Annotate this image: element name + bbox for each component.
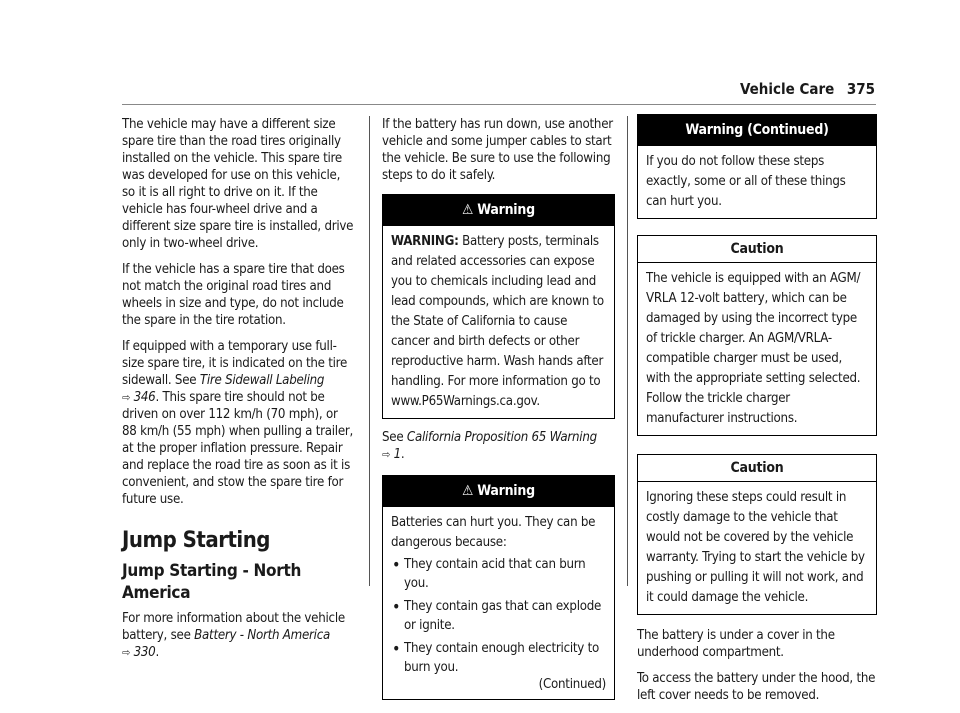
warning-bullet-list xyxy=(391,555,606,677)
xref-link-battery[interactable]: Battery - North America xyxy=(194,628,330,643)
list-item: • They contain gas that can explode or ignite. xyxy=(391,597,606,635)
caution-body: The vehicle is equipped with an AGM/ VRLA 12-volt battery, which can be damaged by using the incorrect type of trickle charger. An AGM/VRLA-compatible charger must be used, with the appropriate setting selected. Follow the trickle charger manufacturer instructions. xyxy=(646,271,861,426)
warning-box-continued xyxy=(637,114,877,219)
xref-page-tire-sidewall[interactable]: 346 xyxy=(133,390,156,405)
column-left xyxy=(122,116,355,670)
warning-lead: WARNING: xyxy=(391,234,459,249)
page-reference-arrow-icon: ⇨ xyxy=(122,391,131,404)
warning-triangle-icon: ⚠ xyxy=(462,483,474,499)
paragraph-tire-rotation: If the vehicle has a spare tire that does not match the original road tires and wheels in size and type, do not include the spare in the tire rotation. xyxy=(122,262,345,328)
xref-page-battery[interactable]: 330 xyxy=(133,645,156,660)
continued-label: (Continued) xyxy=(538,677,606,692)
warning-header: ⚠ Warning xyxy=(383,476,614,507)
paragraph-access-battery: To access the battery under the hood, the left cover needs to be removed. xyxy=(637,671,876,703)
caution-header: Caution xyxy=(638,455,876,482)
caution-box-damage xyxy=(637,454,877,615)
column-divider xyxy=(627,116,628,586)
list-item: • They contain enough electricity to burn you. xyxy=(391,639,606,677)
xref-link-tire-sidewall[interactable]: Tire Sidewall Labeling xyxy=(199,373,325,388)
caution-header: Caution xyxy=(638,236,876,263)
caution-box-agm xyxy=(637,235,877,436)
paragraph-jump-intro: If the battery has run down, use another vehicle and some jumper cables to start the vehicle. Be sure to use the following steps to do it safely. xyxy=(382,117,613,183)
paragraph-battery-location: The battery is under a cover in the underhood compartment. xyxy=(637,628,835,660)
page-number: 375 xyxy=(846,80,875,98)
xref-link-prop65[interactable]: California Proposition 65 Warning xyxy=(406,430,597,445)
paragraph-temporary-spare: If equipped with a temporary use full-size spare tire, it is indicated on the tire sidewall. See Tire Sidewall Labeling ⇨ 346. This spare tire should not be driven on over 112 km/h (70 mph), or 88 km/h (55 mph) when pulling a trailer, at the proper inflation pressure. Repair and replace the road tire as soon as it is convenient, and stow the spare tire for future use. xyxy=(122,339,354,507)
column-middle xyxy=(382,116,615,710)
heading-jump-starting: Jump Starting xyxy=(122,528,270,553)
page-header xyxy=(740,80,875,102)
list-item: • They contain acid that can burn you. xyxy=(391,555,606,593)
warning-box-prop65 xyxy=(382,194,615,419)
paragraph-battery-info: For more information about the vehicle battery, see Battery - North America ⇨ 330. xyxy=(122,611,345,660)
caution-body: Ignoring these steps could result in costly damage to the vehicle that would not be covered by the vehicle warranty. Trying to start the vehicle by pushing or pulling it will not work, and it could damage the vehicle. xyxy=(646,490,865,605)
paragraph-spare-tire-size: The vehicle may have a different size spare tire than the road tires originally installed on the vehicle. This spare tire was developed for use on this vehicle, so it is all right to drive on it. If the vehicle has four-wheel drive and a different size spare tire is installed, drive only in two-wheel drive. xyxy=(122,117,354,251)
warning-body: WARNING: Battery posts, terminals and related accessories can expose you to chemicals including lead and lead compounds, which are known to the State of California to cause cancer and birth defects or other reproductive harm. Wash hands after handling. For more information go to www.P65Warnings.ca.gov. xyxy=(391,234,604,409)
xref-page-prop65[interactable]: 1 xyxy=(393,447,401,462)
paragraph-see-prop65: See California Proposition 65 Warning ⇨ 1. xyxy=(382,430,597,462)
page-reference-arrow-icon: ⇨ xyxy=(382,448,391,461)
warning-box-batteries xyxy=(382,475,615,700)
warning-body: If you do not follow these steps exactly, some or all of these things can hurt you. xyxy=(646,154,846,209)
warning-triangle-icon: ⚠ xyxy=(462,202,474,218)
heading-jump-starting-north-america: Jump Starting - North America xyxy=(122,561,302,603)
warning-body: Batteries can hurt you. They can be dangerous because: • They contain acid that can burn you. • They contain gas that can explode or ignite. • They contain enough electricity to burn you. (Continued) xyxy=(383,507,614,699)
warning-header: ⚠ Warning xyxy=(383,195,614,226)
section-title: Vehicle Care xyxy=(740,80,835,98)
page-reference-arrow-icon: ⇨ xyxy=(122,646,131,659)
column-right xyxy=(637,114,877,713)
warning-header: Warning (Continued) xyxy=(638,115,876,146)
column-divider xyxy=(369,116,370,586)
header-rule xyxy=(122,104,876,105)
